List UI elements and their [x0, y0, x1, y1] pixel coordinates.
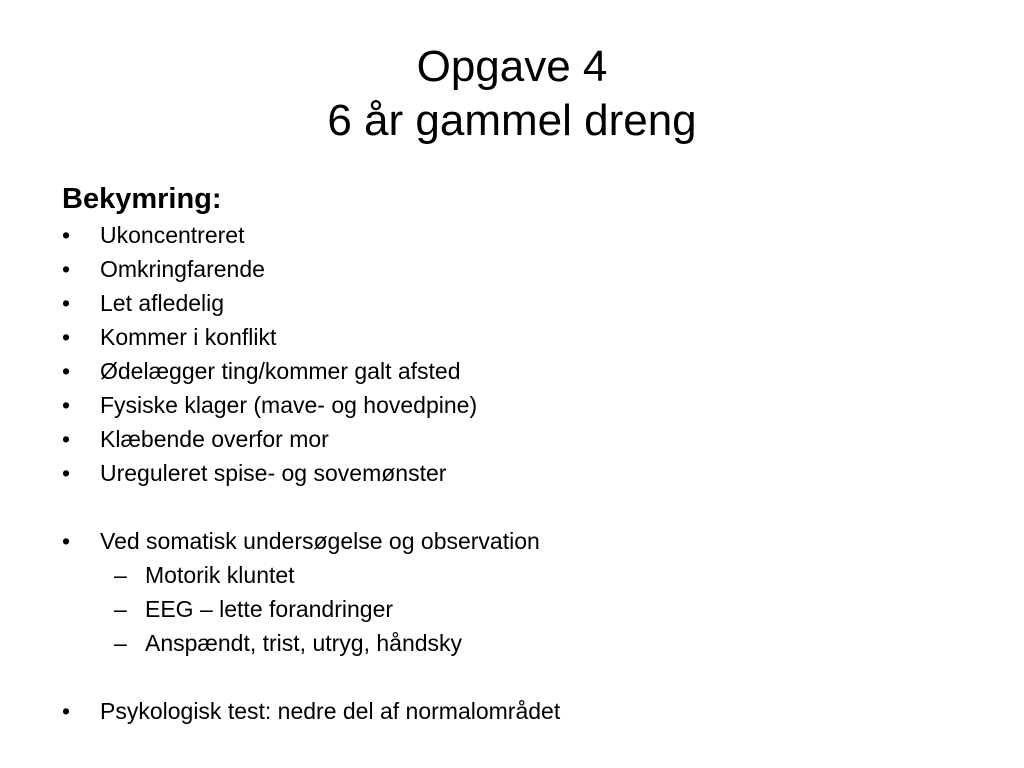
sub-item [62, 626, 982, 660]
dash-marker: – [114, 562, 127, 588]
bullet-item [62, 218, 982, 252]
bullet-text: Ukoncentreret [100, 222, 245, 248]
dash-marker: – [114, 630, 127, 656]
bullet-item [62, 354, 982, 388]
slide-title [0, 40, 1024, 148]
concerns-heading: Bekymring: [62, 183, 222, 215]
bullet-marker: • [62, 290, 71, 316]
spacer [62, 490, 982, 524]
bullet-marker: • [62, 256, 71, 282]
bullet-marker: • [62, 460, 71, 486]
bullet-text: Kommer i konflikt [100, 324, 277, 350]
psych-test-text: Psykologisk test: nedre del af normalområdet [100, 698, 561, 724]
bullet-marker: • [62, 358, 71, 384]
examination-label: Ved somatisk undersøgelse og observation [100, 528, 540, 554]
sub-item [62, 558, 982, 592]
bullet-text: Ureguleret spise- og sovemønster [100, 460, 447, 486]
sub-item-text: Motorik kluntet [145, 562, 295, 588]
slide-body [62, 180, 982, 728]
bullet-item [62, 422, 982, 456]
bullet-item [62, 252, 982, 286]
bullet-marker: • [62, 222, 71, 248]
title-line-2: 6 år gammel dreng [327, 96, 697, 145]
bullet-marker: • [62, 698, 71, 724]
bullet-text: Fysiske klager (mave- og hovedpine) [100, 392, 478, 418]
bullet-text: Omkringfarende [100, 256, 265, 282]
examination-bullet [62, 524, 982, 558]
bullet-item [62, 286, 982, 320]
dash-marker: – [114, 596, 127, 622]
bullet-text: Let afledelig [100, 290, 225, 316]
sub-item-text: EEG – lette forandringer [145, 596, 394, 622]
bullet-text: Klæbende overfor mor [100, 426, 329, 452]
sub-item [62, 592, 982, 626]
bullet-text: Ødelægger ting/kommer galt afsted [100, 358, 461, 384]
spacer [62, 660, 982, 694]
bullet-item [62, 388, 982, 422]
bullet-marker: • [62, 324, 71, 350]
title-line-1: Opgave 4 [416, 42, 608, 91]
bullet-marker: • [62, 392, 71, 418]
psych-test-bullet [62, 694, 982, 728]
sub-item-text: Anspændt, trist, utryg, håndsky [145, 630, 463, 656]
bullet-item [62, 456, 982, 490]
bullet-marker: • [62, 528, 71, 554]
bullet-marker: • [62, 426, 71, 452]
bullet-item [62, 320, 982, 354]
